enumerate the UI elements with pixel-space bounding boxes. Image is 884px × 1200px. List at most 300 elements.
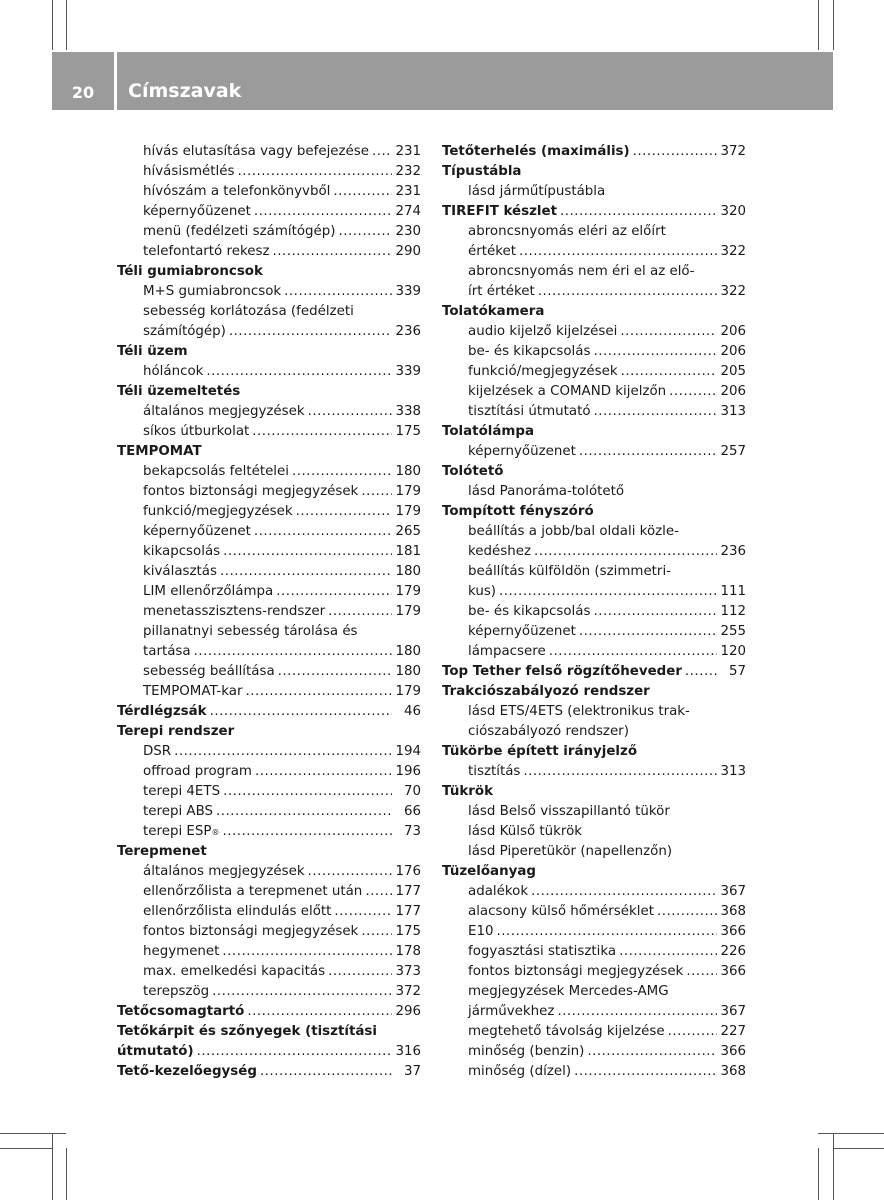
index-entry	[442, 722, 746, 742]
dot-leader	[620, 322, 717, 342]
index-entry-text: ciószabályozó rendszer)	[468, 724, 629, 739]
index-entry-text: bekapcsolás feltételei	[143, 464, 289, 479]
dot-leader	[686, 962, 717, 982]
index-entry	[117, 842, 421, 862]
index-entry-page: 372	[720, 144, 746, 159]
index-entry-text: ellenőrzőlista elindulás előtt	[143, 904, 332, 919]
index-entry	[442, 362, 746, 382]
index-entry-text: hívószám a telefonkönyvből	[143, 184, 331, 199]
index-entry-page: 274	[395, 204, 421, 219]
index-entry	[117, 562, 421, 582]
index-entry-text: beállítás a jobb/bal oldali közle-	[468, 524, 679, 539]
index-entry	[117, 422, 421, 442]
dot-leader	[255, 762, 392, 782]
index-entry	[442, 282, 746, 302]
index-entry-page: 194	[395, 744, 421, 759]
index-entry-page: 177	[395, 884, 421, 899]
index-entry-page: 322	[720, 244, 746, 259]
crop-mark	[818, 0, 819, 50]
index-entry-page: 322	[720, 284, 746, 299]
index-entry	[442, 222, 746, 242]
dot-leader	[237, 162, 392, 182]
index-entry-text: lásd Külső tükrök	[468, 824, 583, 839]
index-entry-page: 366	[720, 924, 746, 939]
index-entry-page: 46	[403, 704, 421, 719]
dot-leader	[579, 442, 717, 462]
index-entry-text: lásd Piperetükör (napellenzőn)	[468, 844, 673, 859]
index-entry-page: 338	[395, 404, 421, 419]
index-entry-text: kiválasztás	[143, 564, 217, 579]
dot-leader	[212, 982, 392, 1002]
index-entry-text: Tükrök	[442, 784, 494, 799]
page-number: 20	[71, 83, 95, 102]
index-entry-page: 227	[720, 1024, 746, 1039]
index-entry	[117, 322, 421, 342]
index-entry-text: alacsony külső hőmérséklet	[468, 904, 654, 919]
dot-leader	[292, 462, 392, 482]
index-entry-text: kijelzések a COMAND kijelzőn	[468, 384, 667, 399]
index-entry-page: 179	[395, 684, 421, 699]
index-entry-page: 316	[395, 1044, 421, 1059]
index-entry	[442, 262, 746, 282]
index-entry	[442, 462, 746, 482]
index-entry	[117, 162, 421, 182]
dot-leader	[276, 582, 392, 602]
index-entry	[442, 142, 746, 162]
index-entry-page: 175	[395, 424, 421, 439]
index-entry	[442, 982, 746, 1002]
dot-leader	[534, 542, 717, 562]
index-entry-page: 180	[395, 644, 421, 659]
index-entry	[442, 1062, 746, 1082]
dot-leader	[497, 922, 718, 942]
index-entry	[117, 222, 421, 242]
page-title: Címszavak	[128, 80, 242, 102]
dot-leader	[246, 682, 393, 702]
index-entry-text: tisztítás	[468, 764, 521, 779]
dot-leader	[593, 602, 717, 622]
index-entry	[442, 662, 746, 682]
index-entry-text: terepi 4ETS	[143, 784, 221, 799]
index-entry-page: 339	[395, 284, 421, 299]
dot-leader	[216, 802, 392, 822]
index-entry-page: 367	[720, 884, 746, 899]
index-entry-text: képernyőüzenet	[143, 524, 251, 539]
index-entry-page: 180	[395, 464, 421, 479]
index-entry	[442, 162, 746, 182]
index-entry-text: tisztítási útmutató	[468, 404, 591, 419]
index-entry	[442, 742, 746, 762]
index-entry-text: Tolatókamera	[442, 304, 545, 319]
dot-leader	[619, 942, 717, 962]
index-entry	[117, 802, 421, 822]
dot-leader	[560, 202, 717, 222]
index-entry-text: sebesség korlátozása (fedélzeti	[143, 304, 354, 319]
index-entry-text: járművekhez	[468, 1004, 555, 1019]
crop-mark	[833, 1133, 834, 1200]
index-entry	[117, 542, 421, 562]
index-entry-text: LIM ellenőrzőlámpa	[143, 584, 274, 599]
index-column-right	[442, 142, 746, 1082]
index-entry	[442, 762, 746, 782]
dot-leader	[174, 742, 392, 762]
index-entry	[442, 862, 746, 882]
dot-leader	[523, 762, 717, 782]
index-entry	[442, 322, 746, 342]
dot-leader	[223, 782, 392, 802]
index-entry	[117, 942, 421, 962]
dot-leader	[657, 902, 717, 922]
index-entry-text: sebesség beállítása	[143, 664, 275, 679]
index-entry-text: Tolótető	[442, 464, 504, 479]
index-entry-page: 372	[395, 984, 421, 999]
index-entry-text: Terepmenet	[117, 844, 207, 859]
index-entry	[442, 902, 746, 922]
index-entry	[117, 382, 421, 402]
index-entry	[117, 582, 421, 602]
index-entry	[117, 782, 421, 802]
dot-leader	[296, 502, 392, 522]
dot-leader	[229, 322, 392, 342]
dot-leader	[333, 182, 392, 202]
dot-leader	[685, 662, 717, 682]
index-entry-page: 368	[720, 1064, 746, 1079]
index-entry	[442, 442, 746, 462]
index-entry-page: 179	[395, 584, 421, 599]
dot-leader	[278, 662, 392, 682]
index-entry-text: fontos biztonsági megjegyzések	[468, 964, 684, 979]
index-entry-page: 313	[720, 404, 746, 419]
crop-mark	[66, 0, 67, 50]
dot-leader	[361, 922, 392, 942]
index-entry-page: 231	[395, 144, 421, 159]
dot-leader	[361, 482, 392, 502]
dot-leader	[633, 142, 717, 162]
header-separator	[114, 52, 117, 110]
index-entry-text: fogyasztási statisztika	[468, 944, 617, 959]
index-entry-text: TEMPOMAT-kar	[143, 684, 243, 699]
index-entry-text: abroncsnyomás nem éri el az elő-	[468, 264, 695, 279]
index-entry-page: 265	[395, 524, 421, 539]
dot-leader	[531, 882, 717, 902]
index-entry	[442, 302, 746, 322]
index-entry-text: lásd Panoráma-tolótető	[468, 484, 625, 499]
index-entry-page: 368	[720, 904, 746, 919]
index-entry-text: Típustábla	[442, 164, 522, 179]
index-entry	[442, 1022, 746, 1042]
crop-mark	[52, 1133, 53, 1200]
dot-leader	[334, 902, 392, 922]
index-entry	[442, 562, 746, 582]
index-entry	[442, 522, 746, 542]
index-entry	[442, 502, 746, 522]
index-entry-text: képernyőüzenet	[468, 624, 576, 639]
index-entry-text: M+S gumiabroncsok	[143, 284, 282, 299]
index-entry-page: 205	[720, 364, 746, 379]
index-entry	[117, 922, 421, 942]
dot-leader	[499, 582, 717, 602]
index-entry-page: 178	[395, 944, 421, 959]
index-entry-text: audio kijelző kijelzései	[468, 324, 618, 339]
index-entry-page: 367	[720, 1004, 746, 1019]
index-entry-page: 179	[395, 504, 421, 519]
index-entry-text: Tetőcsomagtartó	[117, 1004, 245, 1019]
dot-leader	[365, 882, 392, 902]
index-entry	[442, 242, 746, 262]
index-entry	[442, 382, 746, 402]
dot-leader	[574, 1062, 717, 1082]
index-entry-page: 181	[395, 544, 421, 559]
index-entry-text: Téli üzem	[117, 344, 188, 359]
index-entry	[442, 782, 746, 802]
index-entry-text: ellenőrzőlista a terepmenet után	[143, 884, 363, 899]
crop-mark	[52, 0, 53, 50]
index-entry-page: 206	[720, 324, 746, 339]
index-entry-page: 175	[395, 924, 421, 939]
index-entry	[117, 182, 421, 202]
index-entry-page: 179	[395, 604, 421, 619]
index-entry	[117, 502, 421, 522]
index-entry	[117, 642, 421, 662]
dot-leader	[220, 562, 392, 582]
crop-mark	[833, 0, 834, 50]
index-entry	[442, 622, 746, 642]
index-entry	[442, 842, 746, 862]
index-column-left	[117, 142, 421, 1082]
index-entry-text: hegymenet	[143, 944, 220, 959]
index-entry-text: Tüzelőanyag	[442, 864, 536, 879]
dot-leader	[621, 362, 717, 382]
index-entry-text: Trakciószabályozó rendszer	[442, 684, 650, 699]
crop-mark	[0, 1133, 66, 1134]
index-entry-text: telefontartó rekesz	[143, 244, 270, 259]
index-entry-text: DSR	[143, 744, 172, 759]
index-entry-page: 320	[720, 204, 746, 219]
index-entry-text: Tető-kezelőegység	[117, 1064, 257, 1079]
index-entry-text: általános megjegyzések	[143, 404, 305, 419]
dot-leader	[372, 142, 392, 162]
index-entry	[442, 602, 746, 622]
index-entry-text: TIREFIT készlet	[442, 204, 557, 219]
index-entry-text: menü (fedélzeti számítógép)	[143, 224, 336, 239]
dot-leader	[222, 822, 392, 842]
dot-leader	[197, 1042, 392, 1062]
index-entry-page: 177	[395, 904, 421, 919]
index-entry-page: 373	[395, 964, 421, 979]
index-entry-text: adalékok	[468, 884, 529, 899]
dot-leader	[668, 1022, 717, 1042]
index-entry-text: Téli gumiabroncsok	[117, 264, 263, 279]
index-entry-text: Tetőterhelés (maximális)	[442, 144, 630, 159]
index-entry	[442, 202, 746, 222]
index-entry	[442, 802, 746, 822]
index-entry-page: 257	[720, 444, 746, 459]
index-entry	[117, 762, 421, 782]
index-entry-text: hívásismétlés	[143, 164, 235, 179]
index-entry-text: kus)	[468, 584, 497, 599]
index-entry-text: számítógép)	[143, 324, 226, 339]
dot-leader	[594, 402, 717, 422]
index-entry-page: 57	[728, 664, 746, 679]
dot-leader	[339, 222, 392, 242]
index-entry	[442, 962, 746, 982]
dot-leader	[206, 362, 392, 382]
index-entry	[117, 142, 421, 162]
index-entry-page: 231	[395, 184, 421, 199]
crop-mark	[833, 1148, 884, 1149]
dot-leader	[579, 622, 717, 642]
dot-leader	[252, 422, 392, 442]
index-entry-page: 73	[403, 824, 421, 839]
index-entry-text: max. emelkedési kapacitás	[143, 964, 326, 979]
index-entry-text: síkos útburkolat	[143, 424, 250, 439]
index-entry-page: 296	[395, 1004, 421, 1019]
dot-leader	[538, 282, 717, 302]
index-entry	[117, 1062, 421, 1082]
index-entry-page: 313	[720, 764, 746, 779]
index-entry-text: kedéshez	[468, 544, 531, 559]
crop-mark	[0, 1148, 52, 1149]
dot-leader	[519, 242, 717, 262]
index-entry-page: 180	[395, 564, 421, 579]
index-entry-text: funkció/megjegyzések	[468, 364, 618, 379]
index-entry-page: 366	[720, 964, 746, 979]
index-entry-text: általános megjegyzések	[143, 864, 305, 879]
index-entry-text: Tolatólámpa	[442, 424, 534, 439]
index-entry	[442, 702, 746, 722]
index-entry	[117, 1002, 421, 1022]
index-entry-text: Tükörbe épített irányjelző	[442, 744, 638, 759]
index-entry-page: 206	[720, 344, 746, 359]
index-entry-page: 179	[395, 484, 421, 499]
index-entry	[117, 442, 421, 462]
index-entry-page: 236	[395, 324, 421, 339]
index-entry-page: 176	[395, 864, 421, 879]
index-entry	[442, 1042, 746, 1062]
index-entry	[117, 962, 421, 982]
index-entry-page: 236	[720, 544, 746, 559]
index-entry-page: 366	[720, 1044, 746, 1059]
index-entry	[117, 402, 421, 422]
index-entry-text: Térdlégzsák	[117, 704, 207, 719]
index-entry-text: funkció/megjegyzések	[143, 504, 293, 519]
index-entry	[117, 482, 421, 502]
dot-leader	[593, 342, 717, 362]
index-entry	[117, 1042, 421, 1062]
index-entry	[117, 522, 421, 542]
dot-leader	[223, 542, 392, 562]
index-entry: terepi ESP ® ..... 73	[117, 822, 421, 842]
index-entry	[442, 582, 746, 602]
index-entry-page: 111	[720, 584, 746, 599]
index-entry	[117, 622, 421, 642]
index-entry	[117, 302, 421, 322]
index-entry-page: 66	[403, 804, 421, 819]
index-entry	[117, 342, 421, 362]
index-entry	[442, 922, 746, 942]
index-entry	[442, 482, 746, 502]
index-entry	[117, 362, 421, 382]
index-entry	[117, 902, 421, 922]
dot-leader	[284, 282, 392, 302]
dot-leader	[210, 702, 392, 722]
dot-leader	[254, 202, 392, 222]
index-entry-page: 230	[395, 224, 421, 239]
index-entry	[117, 722, 421, 742]
index-entry	[442, 942, 746, 962]
dot-leader	[669, 382, 717, 402]
index-entry	[442, 542, 746, 562]
index-entry-text: tartása	[143, 644, 191, 659]
dot-leader	[557, 1002, 717, 1022]
index-entry-page: 339	[395, 364, 421, 379]
index-entry-text: útmutató)	[117, 1044, 194, 1059]
index-entry-text: megtehető távolság kijelzése	[468, 1024, 665, 1039]
index-entry-page: 112	[720, 604, 746, 619]
crop-mark	[66, 1148, 67, 1200]
index-entry-text: Tompított fényszóró	[442, 504, 594, 519]
dot-leader	[222, 942, 392, 962]
dot-leader	[260, 1062, 392, 1082]
dot-leader	[308, 862, 392, 882]
index-entry-text: értéket	[468, 244, 516, 259]
dot-leader	[272, 242, 392, 262]
index-entry-page: 255	[720, 624, 746, 639]
index-entry-text: Tetőkárpit és szőnyegek (tisztítási	[117, 1024, 377, 1039]
index-entry	[442, 682, 746, 702]
index-entry	[442, 342, 746, 362]
index-entry-text: lásd járműtípustábla	[468, 184, 606, 199]
index-entry-text: lásd ETS/4ETS (elektronikus trak-	[468, 704, 690, 719]
index-entry-text: Terepi rendszer	[117, 724, 235, 739]
index-entry	[117, 202, 421, 222]
index-entry-text: menetasszisztens-rendszer	[143, 604, 326, 619]
index-entry-page: 70	[403, 784, 421, 799]
index-entry	[442, 822, 746, 842]
index-entry-page: 37	[403, 1064, 421, 1079]
index-entry	[117, 682, 421, 702]
index-entry-text: be- és kikapcsolás	[468, 604, 591, 619]
index-entry	[117, 462, 421, 482]
index-entry-page: 180	[395, 664, 421, 679]
index-entry	[117, 282, 421, 302]
index-entry-text: fontos biztonsági megjegyzések	[143, 484, 359, 499]
index-entry	[117, 742, 421, 762]
dot-leader	[587, 1042, 717, 1062]
index-entry	[442, 882, 746, 902]
index-entry-text: fontos biztonsági megjegyzések	[143, 924, 359, 939]
index-entry-text: beállítás külföldön (szimmetri-	[468, 564, 671, 579]
index-entry	[442, 1002, 746, 1022]
index-entry-text: írt értéket	[468, 284, 535, 299]
dot-leader	[328, 602, 392, 622]
index-entry	[442, 642, 746, 662]
dot-leader	[308, 402, 392, 422]
index-entry	[117, 1022, 421, 1042]
index-entry-text: Top Tether felső rögzítőheveder	[442, 664, 682, 679]
index-entry	[442, 182, 746, 202]
index-entry-text: minőség (dízel)	[468, 1064, 572, 1079]
index-entry	[117, 242, 421, 262]
index-entry	[117, 262, 421, 282]
index-entry-page: 290	[395, 244, 421, 259]
index-entry-text: hóláncok	[143, 364, 204, 379]
index-entry-text: képernyőüzenet	[468, 444, 576, 459]
index-entry-page: 206	[720, 384, 746, 399]
index-entry-text: abroncsnyomás eléri az előírt	[468, 224, 666, 239]
index-entry-text: kikapcsolás	[143, 544, 221, 559]
index-entry-text: pillanatnyi sebesség tárolása és	[143, 624, 358, 639]
